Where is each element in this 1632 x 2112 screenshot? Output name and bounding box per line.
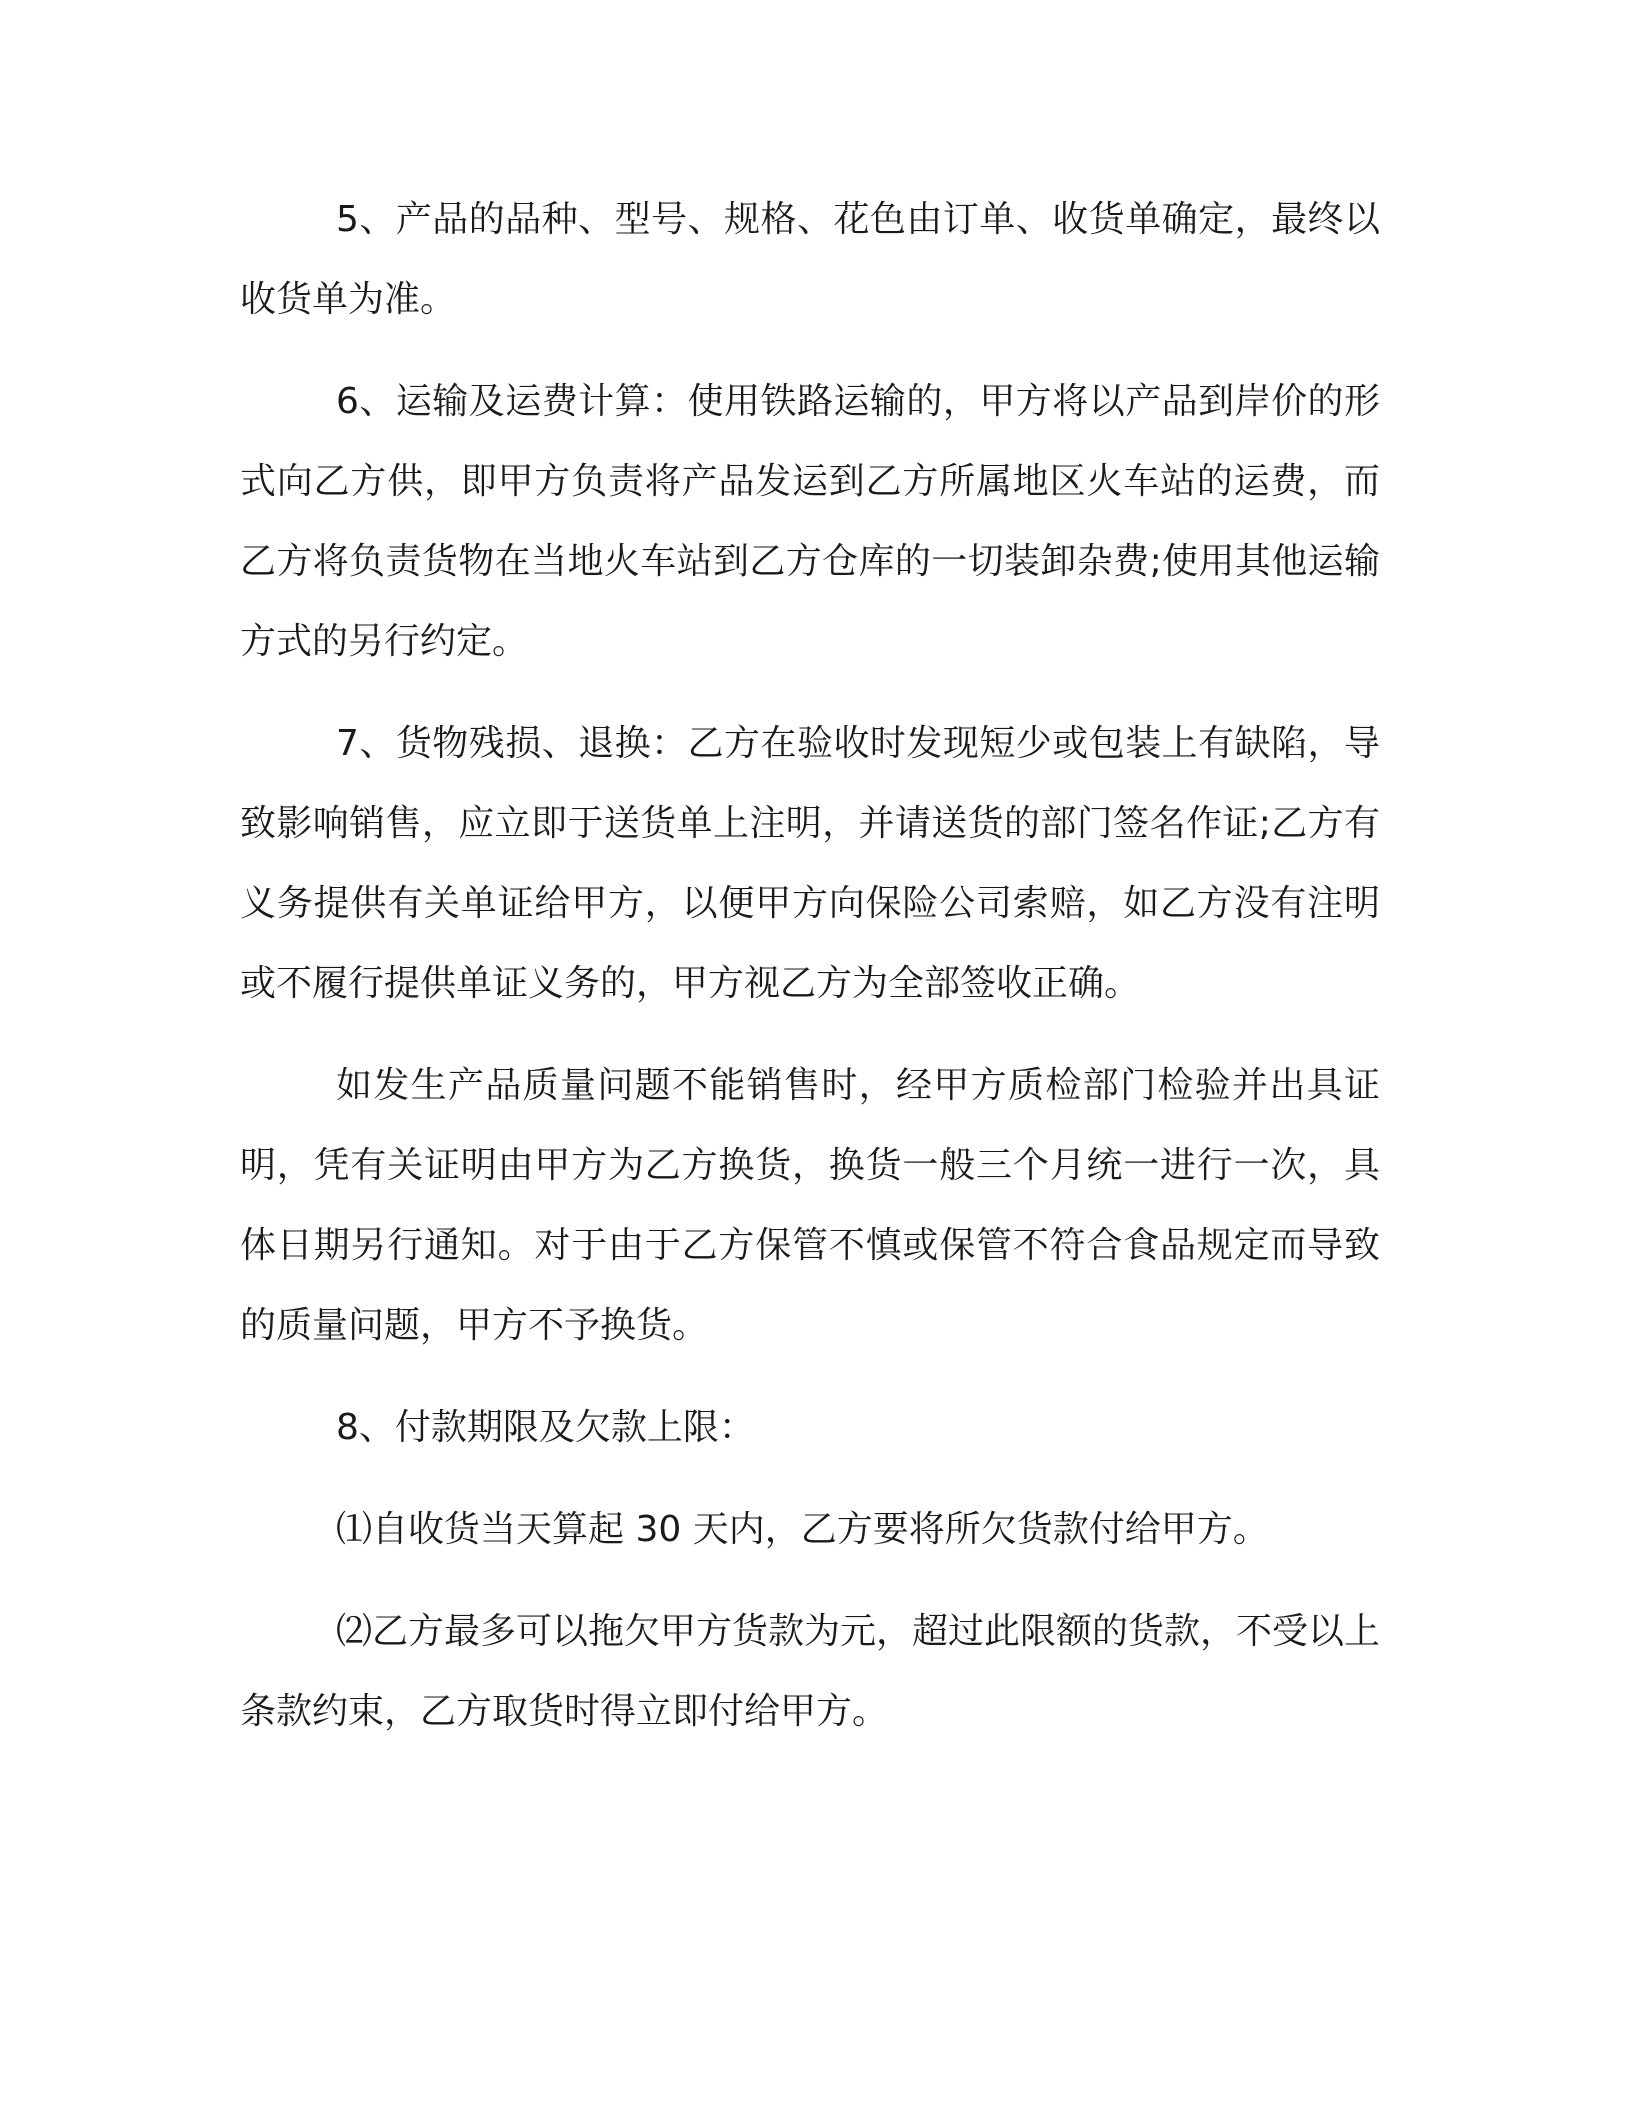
paragraph-clause-8-1: ⑴自收货当天算起 30 天内，乙方要将所欠货款付给甲方。 [336,1509,1269,1550]
paragraph-quality-exchange: 如发生产品质量问题不能销售时，经甲方质检部门检验并出具证明，凭有关证明由甲方为乙方换货，换货一般三个月统一进行一次，具体日期另行通知。对于由于乙方保管不慎或保管不符合食品规定而导致的质量问题，甲方不予换货。 [240,1065,1380,1346]
document-page [240,180,1380,1774]
paragraph-clause-8-2: ⑵乙方最多可以拖欠甲方货款为元，超过此限额的货款，不受以上条款约束，乙方取货时得立即付给甲方。 [240,1611,1381,1732]
paragraph-clause-7: 7、货物残损、退换：乙方在验收时发现短少或包装上有缺陷，导致影响销售，应立即于送货单上注明，并请送货的部门签名作证;乙方有义务提供有关单证给甲方，以便甲方向保险公司索赔，如乙方没有注明或不履行提供单证义务的，甲方视乙方为全部签收正确。 [240,723,1380,1004]
paragraph-clause-6: 6、运输及运费计算：使用铁路运输的，甲方将以产品到岸价的形式向乙方供，即甲方负责将产品发运到乙方所属地区火车站的运费，而乙方将负责货物在当地火车站到乙方仓库的一切装卸杂费;使用其他运输方式的另行约定。 [240,381,1380,662]
paragraph-clause-5: 5、产品的品种、型号、规格、花色由订单、收货单确定，最终以收货单为准。 [240,199,1380,320]
paragraph-clause-8: 8、付款期限及欠款上限： [336,1407,755,1448]
